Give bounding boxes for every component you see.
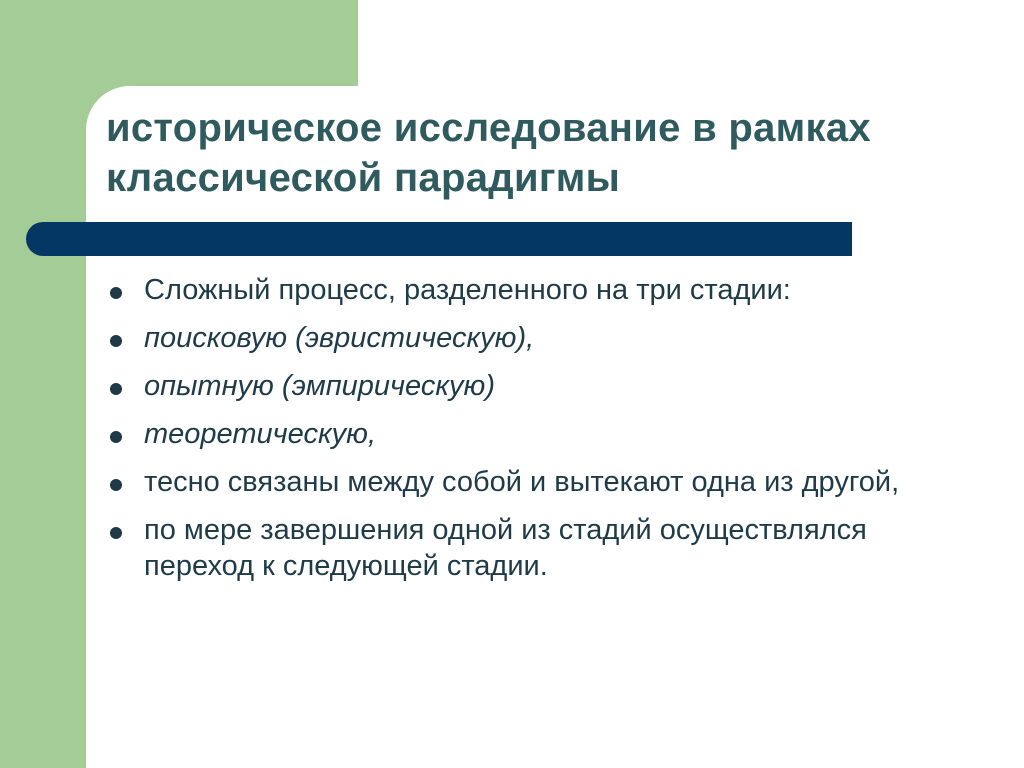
slide-title: историческое исследование в рамках классической парадигмы [106, 106, 871, 200]
bullet-dot-icon [110, 287, 122, 299]
list-item [108, 464, 928, 500]
list-item-text: поисковую (эвристическую), [144, 322, 535, 354]
bullet-dot-icon [110, 527, 122, 539]
bullet-dot-icon [110, 335, 122, 347]
list-item [108, 368, 928, 404]
list-item-text: тесно связаны между собой и вытекают одна из другой, [144, 466, 900, 498]
list-item-text: по мере завершения одной из стадий осуществлялся переход к следующей стадии. [144, 514, 867, 582]
bullet-dot-icon [110, 383, 122, 395]
title-divider-bar [26, 222, 852, 256]
list-item [108, 512, 928, 584]
list-item [108, 416, 928, 452]
bullet-list [108, 272, 928, 596]
list-item [108, 272, 928, 308]
list-item-text: опытную (эмпирическую) [144, 370, 496, 402]
list-item [108, 320, 928, 356]
bullet-dot-icon [110, 431, 122, 443]
list-item-text: Сложный процесс, разделенного на три стадии: [144, 274, 791, 306]
list-item-text: теоретическую, [144, 418, 376, 450]
bullet-dot-icon [110, 479, 122, 491]
